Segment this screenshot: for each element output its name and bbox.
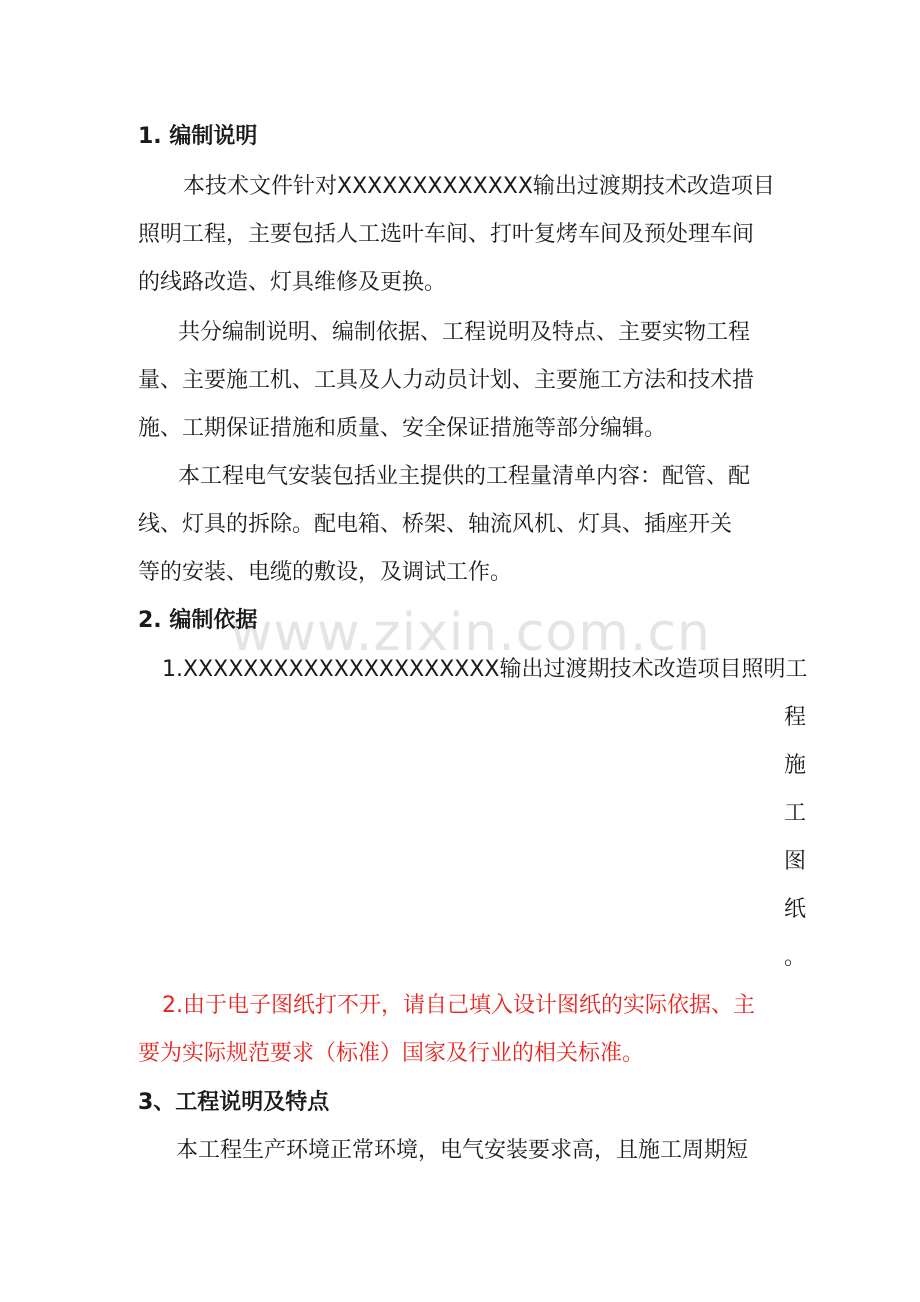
section-2-item1-tail-char: 程 (783, 705, 806, 730)
section-1-para3-line2: 线、灯具的拆除。配电箱、桥架、轴流风机、灯具、插座开关 (138, 512, 733, 537)
section-3-heading: 3、工程说明及特点 (138, 1090, 330, 1115)
section-1-para1-line2: 照明工程，主要包括人工选叶车间、打叶复烤车间及预处理车间 (138, 222, 755, 247)
section-1-para2-line3: 施、工期保证措施和质量、安全保证措施等部分编辑。 (138, 416, 667, 441)
section-2-item1-tail-char: 。 (783, 945, 806, 970)
section-2-item2-line2: 要为实际规范要求（标准）国家及行业的相关标准。 (138, 1041, 645, 1066)
section-2-heading: 2. 编制依据 (138, 608, 258, 633)
section-1-para1-line1: 本技术文件针对XXXXXXXXXXXXX输出过渡期技术改造项目 (183, 174, 775, 199)
section-2-item1-tail-char: 施 (783, 753, 806, 778)
section-2-item1-tail-char: 纸 (783, 897, 806, 922)
section-1-para3-line3: 等的安装、电缆的敷设，及调试工作。 (138, 560, 513, 585)
section-1-para2-line2: 量、主要施工机、工具及人力动员计划、主要施工方法和技术措 (138, 368, 755, 393)
section-3-para1-line1: 本工程生产环境正常环境，电气安装要求高，且施工周期短 (176, 1138, 749, 1163)
watermark: www.zixin.com.cn (230, 603, 711, 663)
section-1-para1-line3: 的线路改造、灯具维修及更换。 (138, 270, 447, 295)
section-1-para2-line1: 共分编制说明、编制依据、工程说明及特点、主要实物工程 (178, 320, 751, 345)
section-2-item1-tail-char: 图 (783, 849, 806, 874)
section-1-para3-line1: 本工程电气安装包括业主提供的工程量清单内容：配管、配 (178, 464, 751, 489)
section-2-item1: 1.XXXXXXXXXXXXXXXXXXXXX输出过渡期技术改造项目照明工 (162, 657, 808, 682)
section-1-heading: 1. 编制说明 (138, 124, 258, 149)
section-2-item2-line1: 2.由于电子图纸打不开，请自己填入设计图纸的实际依据、主 (162, 993, 755, 1018)
section-2-item1-tail-char: 工 (783, 801, 806, 826)
